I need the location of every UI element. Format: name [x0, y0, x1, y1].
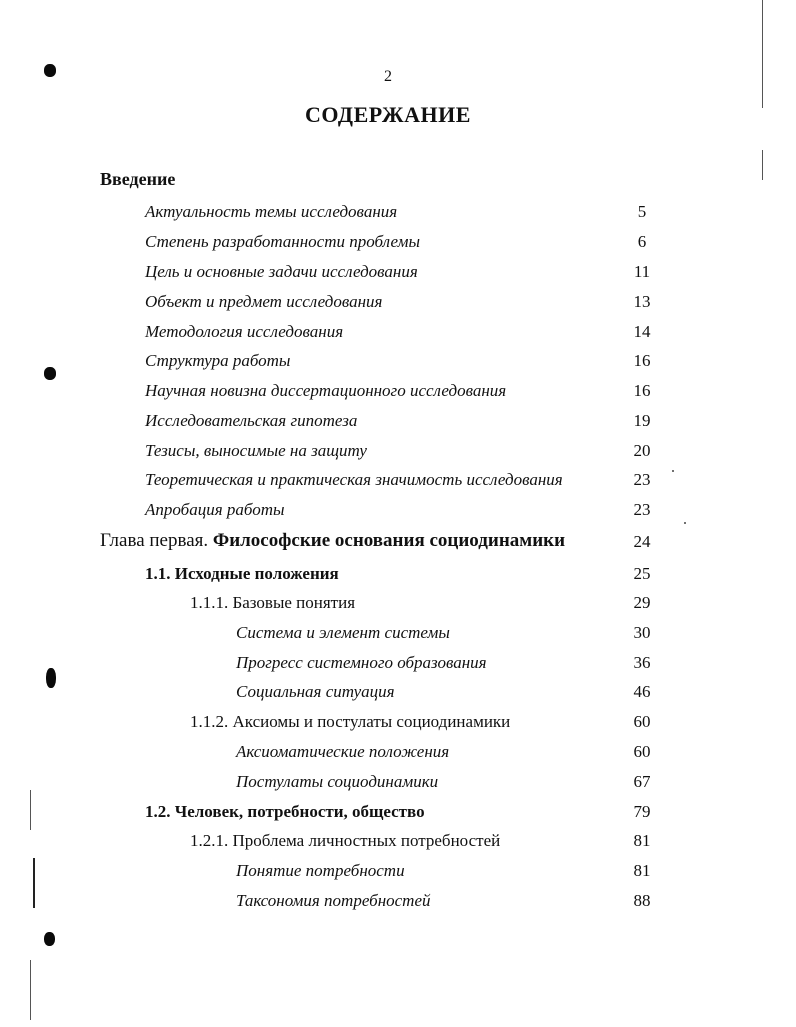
toc-item: Методология исследования: [145, 322, 344, 341]
toc-subitem: Система и элемент системы: [236, 623, 450, 642]
toc-page-number: 79: [633, 802, 651, 821]
toc-subitem: Постулаты социодинамики: [236, 772, 439, 791]
toc-page-number: 46: [633, 682, 651, 701]
toc-page-number: 24: [633, 532, 651, 551]
toc-page-number: 23: [633, 470, 651, 489]
toc-section: 1.2. Человек, потребности, общество: [145, 802, 425, 821]
toc-subitem: Аксиоматические положения: [236, 742, 450, 761]
toc-page-number: 11: [633, 262, 651, 281]
chapter-title: Философские основания социодинамики: [212, 530, 566, 551]
page-title: СОДЕРЖАНИЕ: [305, 102, 471, 127]
toc-page-number: 19: [633, 411, 651, 430]
toc-page-number: 60: [633, 742, 651, 761]
toc-item: Актуальность темы исследования: [145, 202, 398, 221]
toc-page-number: 36: [633, 653, 651, 672]
chapter-prefix: Глава первая.: [100, 530, 209, 551]
toc-chapter-heading: [100, 530, 565, 552]
toc-subitem: Прогресс системного образования: [236, 653, 487, 672]
toc-page-number: 67: [633, 772, 651, 791]
scan-edge-line: [762, 150, 763, 180]
toc-item: Тезисы, выносимые на защиту: [145, 441, 367, 460]
scan-speck: [672, 470, 674, 472]
toc-item: Исследовательская гипотеза: [145, 411, 358, 430]
toc-page-number: 23: [633, 500, 651, 519]
toc-subitem: Понятие потребности: [236, 861, 405, 880]
toc-page-number: 81: [633, 861, 651, 880]
toc-subitem: Таксономия потребностей: [236, 891, 431, 910]
toc-subsection: 1.1.1. Базовые понятия: [190, 593, 356, 612]
toc-item: Цель и основные задачи исследования: [145, 262, 418, 281]
toc-page-number: 88: [633, 891, 651, 910]
toc-subsection: 1.1.2. Аксиомы и постулаты социодинамики: [190, 712, 511, 731]
toc-item: Апробация работы: [145, 500, 285, 519]
scan-edge-line: [30, 790, 31, 830]
toc-page-number: 29: [633, 593, 651, 612]
punch-hole-mark: [46, 668, 56, 688]
toc-item: Структура работы: [145, 351, 291, 370]
toc-page-number: 16: [633, 381, 651, 400]
toc-page-number: 25: [633, 564, 651, 583]
page-number: 2: [384, 68, 392, 85]
toc-page-number: 60: [633, 712, 651, 731]
scan-edge-line: [33, 858, 35, 908]
toc-item: Объект и предмет исследования: [145, 292, 383, 311]
toc-page-number: 20: [633, 441, 651, 460]
toc-subsection: 1.2.1. Проблема личностных потребностей: [190, 831, 501, 850]
toc-item: Теоретическая и практическая значимость исследования: [145, 470, 563, 489]
toc-item: Степень разработанности проблемы: [145, 232, 420, 251]
toc-heading-introduction: Введение: [100, 169, 176, 189]
toc-page-number: 14: [633, 322, 651, 341]
toc-page-number: 6: [637, 232, 647, 251]
toc-section: 1.1. Исходные положения: [145, 564, 339, 583]
toc-item: Научная новизна диссертационного исследования: [145, 381, 507, 400]
toc-page-number: 16: [633, 351, 651, 370]
toc-subitem: Социальная ситуация: [236, 682, 395, 701]
toc-page-number: 30: [633, 623, 651, 642]
toc-page-number: 13: [633, 292, 651, 311]
toc-page-number: 5: [637, 202, 647, 221]
scan-speck: [684, 522, 686, 524]
toc-page-number: 81: [633, 831, 651, 850]
punch-hole-mark: [44, 367, 56, 380]
scan-edge-line: [30, 960, 31, 1020]
punch-hole-mark: [44, 932, 55, 946]
scan-edge-line: [762, 0, 763, 108]
